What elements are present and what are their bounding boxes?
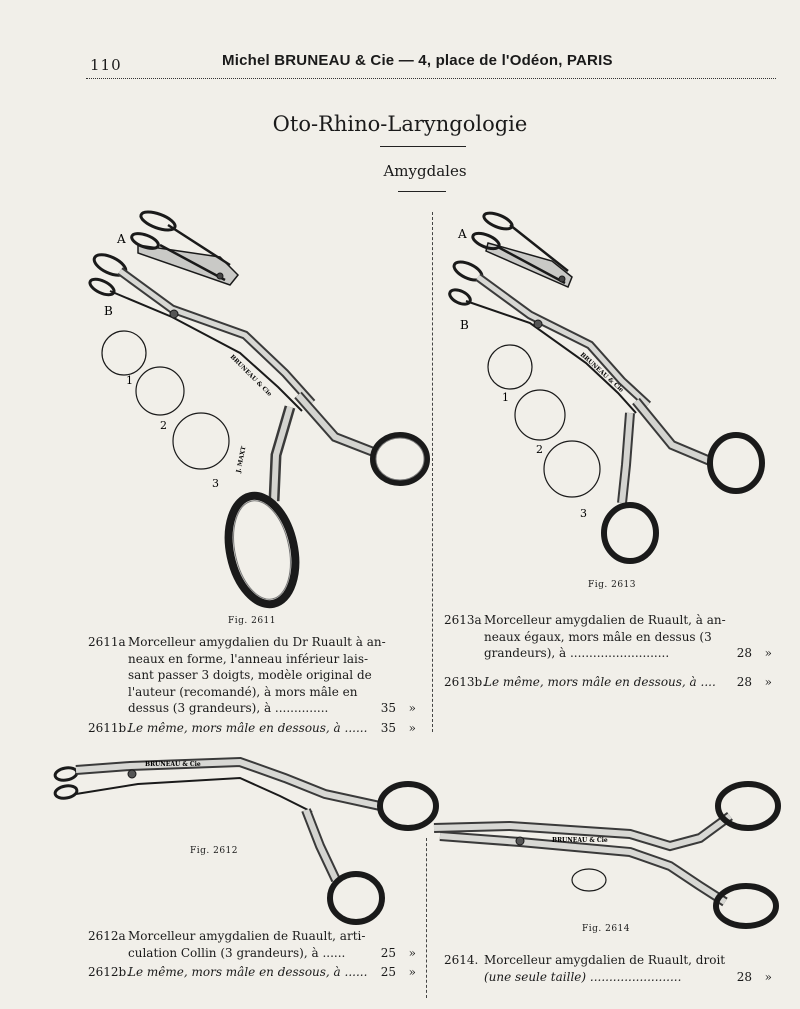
instrument-2611-illustration [80,205,430,615]
item-2613a-line2: neaux égaux, mors mâle en dessus (3 [484,629,712,644]
item-2612a [88,928,416,961]
item-2612b-price: 25 [380,965,396,979]
item-2613b-number: 2613b. [444,675,487,689]
item-2613a-quote: » [764,646,772,660]
item-2611a-line4: l'auteur (recomandé), à mors mâle en [128,684,358,699]
fig-2613-caption: Fig. 2613 [588,580,637,590]
item-2614-line1: Morcelleur amygdalien de Ruault, droit [484,953,726,967]
item-2613b-price: 28 [736,675,752,689]
item-2611a-line3: sant passer 3 doigts, modèle original de [128,668,372,682]
item-2613a-line1: Morcelleur amygdalien de Ruault, à an- [484,613,726,627]
item-2611b-quote: » [408,721,416,735]
fig2613-label-2: 2 [536,443,543,456]
fig2611-label-1: 1 [126,374,133,387]
item-2613b [444,674,772,691]
fig2613-label-b: B [460,318,469,332]
fig2611-engraving: BRUNEAU & Cie [228,353,273,398]
item-2614 [444,952,772,985]
fig2611-label-b: B [104,304,113,318]
section-subtitle: Amygdales [383,162,467,180]
item-2612b-text: Le même, mors mâle en dessous, à ...... [128,965,368,979]
subtitle-rule [398,191,446,192]
publisher-header: Michel BRUNEAU & Cie — 4, place de l'Odéon, PARIS [222,52,613,69]
page-title: Oto-Rhino-Laryngologie [272,112,528,136]
fig2613-label-3: 3 [580,507,587,520]
item-2612b [88,964,416,981]
instrument-2614-illustration [430,776,790,936]
instrument-2612-illustration [50,750,445,930]
item-2614-price: 28 [736,969,752,984]
item-2612b-number: 2612b. [88,965,131,979]
item-2614-line2: (une seule taille) ........................ [484,969,682,984]
item-2611a-price: 35 [380,701,396,715]
instrument-2613-illustration [440,205,790,575]
item-2611a-line5: dessus (3 grandeurs), à .............. [128,701,329,715]
fig-2611-caption: Fig. 2611 [228,616,277,626]
item-2612a-quote: » [408,945,416,960]
item-2612a-line1: Morcelleur amygdalien de Ruault, arti- [128,929,366,943]
item-2611a [88,634,416,717]
item-2611b [88,720,416,737]
item-2614-number: 2614. [444,953,479,967]
title-rule [380,146,466,147]
item-2611b-number: 2611b. [88,721,131,735]
item-2613a-price: 28 [736,646,752,660]
fig2611-label-3: 3 [212,477,219,490]
item-2612a-number: 2612a [88,929,126,943]
item-2611b-price: 35 [380,721,396,735]
item-2612a-line2: culation Collin (3 grandeurs), à ...... [128,945,346,960]
item-2613b-quote: » [764,675,772,689]
fig2613-engraving: BRUNEAU & Cie [578,351,625,394]
item-2611a-number: 2611a [88,635,126,649]
fig2613-label-a: A [458,227,467,241]
item-2614-quote: » [764,969,772,984]
fig2614-engraving: BRUNEAU & Cie [552,837,608,844]
item-2613b-text: Le même, mors mâle en dessous, à .... [484,675,716,689]
fig-2612-caption: Fig. 2612 [190,846,239,856]
item-2611a-line1: Morcelleur amygdalien du Dr Ruault à an- [128,635,386,649]
fig-2614-caption: Fig. 2614 [582,924,631,934]
item-2613a-number: 2613a [444,613,482,627]
fig2611-maker-mark: J. MAXT [235,445,248,474]
fig2613-label-1: 1 [502,391,509,404]
column-divider-top [432,212,433,732]
fig2612-engraving: BRUNEAU & Cie [145,761,201,768]
item-2613a-line3: grandeurs), à .......................... [484,646,670,660]
page-number: 110 [90,56,122,74]
fig2611-label-2: 2 [160,419,167,432]
fig2611-label-a: A [117,232,126,246]
item-2611b-text: Le même, mors mâle en dessous, à ...... [128,721,368,735]
item-2613a [444,612,772,662]
item-2612b-quote: » [408,965,416,979]
item-2611a-quote: » [408,701,416,715]
item-2612a-price: 25 [380,945,396,960]
item-2611a-line2: neaux en forme, l'anneau inférieur lais- [128,651,369,666]
header-rule [86,78,776,79]
